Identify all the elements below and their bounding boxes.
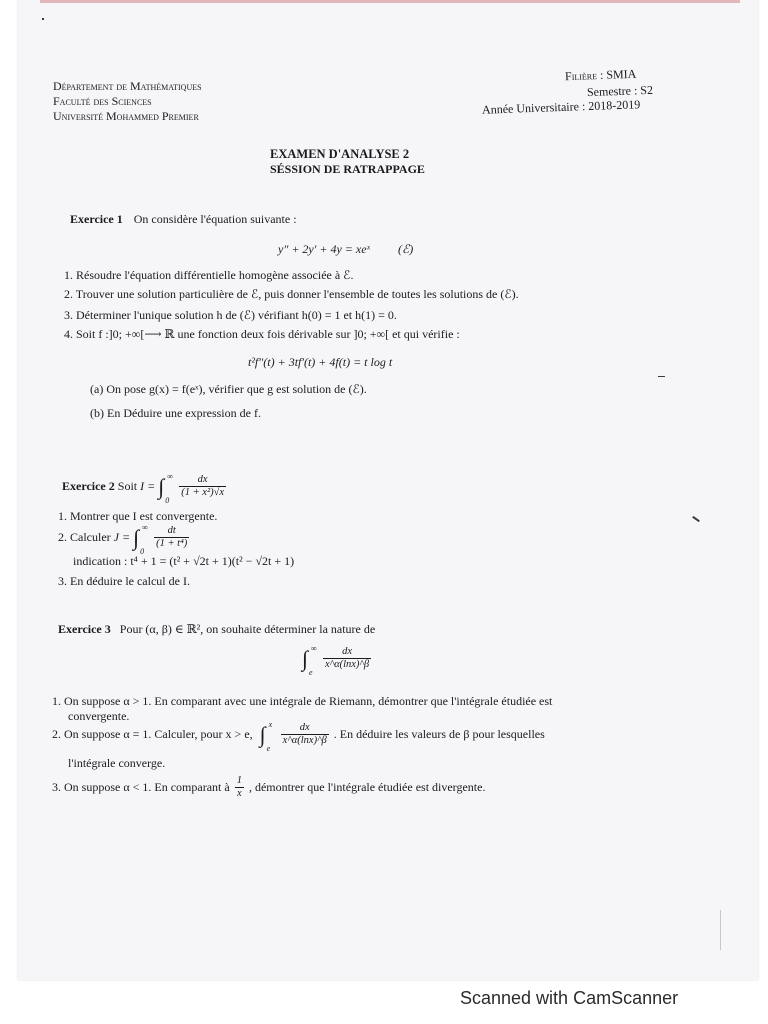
ex2-label: Exercice 2: [62, 479, 115, 493]
ex2-J-lhs: J =: [113, 530, 131, 544]
ex3-item-3-den: x: [236, 788, 242, 799]
camscanner-watermark: Scanned with CamScanner: [460, 988, 679, 1008]
header-filiere: Filière : SMIA: [564, 66, 637, 84]
ex2-J-fraction: [154, 525, 189, 550]
ex3-item-3-prefix: 3. On suppose α < 1. En comparant à: [52, 780, 230, 794]
ex2-J-lower: 0: [140, 546, 145, 556]
ex2-item-2: [58, 522, 191, 557]
ex3-integral-display: [302, 643, 373, 680]
ex1-item-1: 1. Résoudre l'équation différentielle homogène associée à ℰ.: [64, 268, 354, 282]
integral-sign: ∫: [259, 721, 266, 747]
ex1-sub-a: (a) On pose g(x) = f(eˣ), vérifier que g est solution de (ℰ).: [90, 382, 367, 396]
ex1-intro: On considère l'équation suivante :: [133, 212, 297, 226]
ex2-I-num: dx: [179, 474, 226, 487]
exam-title: EXAMEN D'ANALYSE 2: [270, 147, 410, 161]
ex2-integral-J: [133, 522, 149, 556]
ex3-item-2-lower: e: [266, 743, 271, 753]
ex1-item-2: 2. Trouver une solution particulière de ℰ, puis donner l'ensemble de toutes les solutions de (ℰ).: [64, 287, 519, 301]
header-annee: Année Universitaire : 2018-2019: [481, 97, 641, 117]
ex3-item-3-fraction: [235, 775, 244, 800]
ex3-item-2-prefix: 2. On suppose α = 1. Calculer, pour x > e,: [52, 727, 253, 741]
ex3-item-3-suffix: , démontrer que l'intégrale étudiée est divergente.: [248, 780, 486, 794]
ex3-item-2-num: dx: [281, 722, 329, 735]
ex2-I-lower: 0: [165, 495, 170, 505]
ex3-label: Exercice 3: [58, 622, 111, 636]
ex3-item-2-upper: x: [268, 719, 273, 729]
ex1-sub-b: (b) En Déduire une expression de f.: [90, 406, 261, 420]
ex2-J-den: (1 + t⁴): [156, 538, 188, 549]
exam-session: SÉSSION DE RATRAPPAGE: [270, 162, 425, 176]
scan-speck: [658, 376, 665, 377]
ex3-num: dx: [323, 646, 371, 659]
ex1-heading: [70, 212, 297, 227]
ex3-item-3-num: 1: [236, 775, 242, 786]
paper-edge: [40, 0, 740, 3]
ex2-item-2-prefix: 2. Calculer: [58, 530, 111, 544]
ex3-upper: ∞: [311, 643, 317, 653]
ex2-I-fraction: [179, 474, 226, 499]
ex2-I-den: (1 + x²)√x: [181, 487, 225, 498]
ex1-item-3: 3. Déterminer l'unique solution h de (ℰ) vérifiant h(0) = 1 et h(1) = 0.: [64, 308, 397, 322]
ex2-J-upper: ∞: [142, 522, 148, 532]
scan-speck: [42, 18, 44, 20]
scan-speck: [720, 910, 721, 950]
ex2-item-1: 1. Montrer que I est convergente.: [58, 509, 218, 523]
ex2-I-upper: ∞: [167, 471, 173, 481]
ex3-heading: [58, 622, 375, 637]
ex2-indication: indication : t⁴ + 1 = (t² + √2t + 1)(t² − √2t + 1): [73, 554, 295, 568]
ex2-I-lhs: I =: [140, 479, 156, 493]
integral-sign: ∫: [133, 524, 140, 550]
ex1-equation-2: t²f″(t) + 3tf′(t) + 4f(t) = t log t: [248, 355, 393, 369]
ex3-den: x^α(lnx)^β: [325, 659, 370, 670]
ex3-item-2-fraction: [281, 722, 329, 747]
ex1-equation-tag: (ℰ): [398, 242, 414, 256]
ex1-label: Exercice 1: [70, 212, 123, 226]
ex2-integral-I: [158, 471, 174, 505]
ex3-item-2b: l'intégrale converge.: [68, 756, 166, 770]
ex3-integral: [302, 643, 318, 677]
ex3-intro: Pour (α, β) ∈ ℝ², on souhaite déterminer la nature de: [119, 622, 376, 636]
header-department: Département de Mathématiques: [53, 79, 202, 93]
integral-sign: ∫: [158, 473, 165, 499]
ex3-item-2-suffix: . En déduire les valeurs de β pour lesquelles: [333, 727, 545, 741]
ex3-item-2-den: x^α(lnx)^β: [282, 735, 327, 746]
ex3-lower: e: [309, 667, 313, 677]
header-faculty: Faculté des Sciences: [53, 94, 152, 108]
ex2-J-num: dt: [154, 525, 189, 538]
ex2-item-3: 3. En déduire le calcul de I.: [58, 574, 190, 588]
ex2-heading: [62, 471, 228, 508]
ex3-item-1a: 1. On suppose α > 1. En comparant avec une intégrale de Riemann, démontrer que l'intégrale étudiée est: [52, 694, 553, 708]
ex3-item-1b: convergente.: [68, 709, 130, 723]
ex3-fraction: [323, 646, 371, 671]
ex1-equation: y″ + 2y′ + 4y = xeˣ: [278, 242, 370, 256]
header-university: Université Mohammed Premier: [53, 109, 199, 123]
ex2-soit: Soit: [117, 479, 138, 493]
integral-sign: ∫: [302, 645, 309, 671]
ex3-item-2-integral: [259, 719, 276, 753]
header-semestre: Semestre : S2: [586, 82, 654, 100]
ex3-item-2: [52, 719, 545, 756]
ex3-item-3: [52, 775, 485, 809]
ex1-item-4: 4. Soit f :]0; +∞[⟶ ℝ une fonction deux fois dérivable sur ]0; +∞[ et qui vérifie :: [64, 327, 460, 341]
